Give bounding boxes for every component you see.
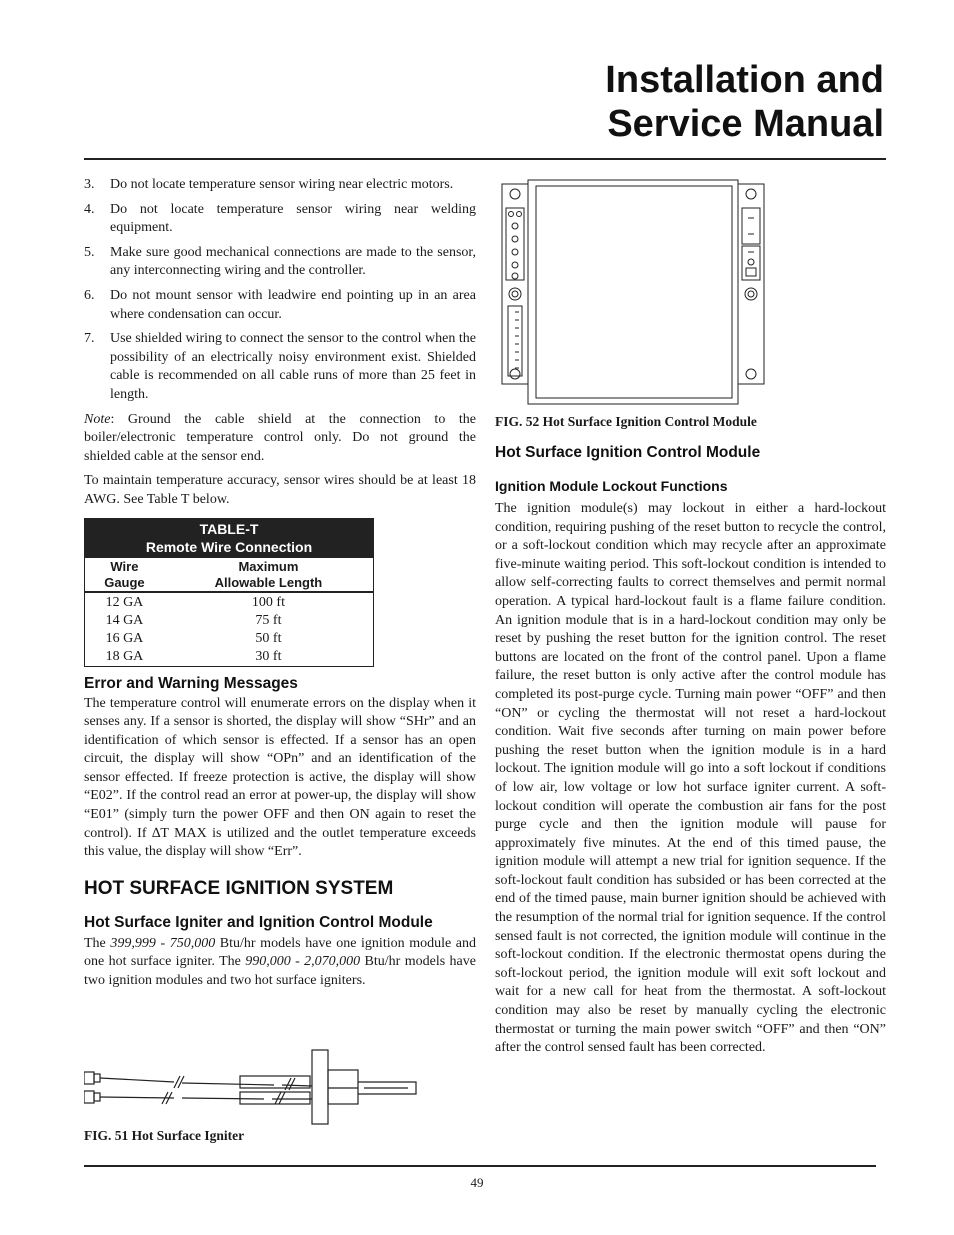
table-row: 12 GA 100 ft (105, 594, 285, 610)
title-line-2: Service Manual (607, 103, 884, 145)
footer-rule (84, 1165, 876, 1167)
error-heading: Error and Warning Messages (84, 674, 298, 692)
header-rule (84, 158, 886, 160)
note-text: : Ground the cable shield at the connection to the boiler/electronic temperature control only. Do not ground the shielded cable at the sensor end. (84, 411, 476, 464)
control-module-drawing (500, 178, 768, 410)
table-t (84, 518, 374, 667)
hot-surface-igniter-figure (84, 1048, 424, 1133)
title-line-1: Installation and (605, 59, 884, 101)
lockout-paragraph: The ignition module(s) may lockout in either a hard-lockout condition, requiring pushing of the reset button to recycle the control, or a soft-lockout condition which may recycle after an approximate five-minute waiting period. This soft-lockout condition is intended to allow self-correcting faults to correct themselves and permit normal operation. A typical hard-lockout fault is a flame failure condition. An ignition module that is in a hard-lockout condition may only be reset by pushing the reset button for the ignition control. The reset buttons are located on the front of the control panel. Upon a flame failure, the reset button is only active after the control module has completed its post-purge cycle. Turning main power “OFF” and then “ON” or cycling the thermostat will not reset a hard-lockout condition. Wait five seconds after turning on main power before pushing the reset button when the ignition module is in a hard lockout. The ignition module will go into a soft lockout if conditions of low air, low voltage or low hot surface igniter current. A soft-lockout condition will operate the combustion air fans for the post purge cycle and then the ignition module will pause for approximately five minutes. At the end of this timed pause, the ignition module will attempt a new trial for ignition sequence. If the soft-lockout fault condition has subsided or has been corrected at the end of the timed pause, main burner ignition should be achieved with the resumption of the normal trial for ignition sequence. If the control sensed fault is not corrected, the ignition module will continue in the soft-lockout condition. If the electronic thermostat opens during the soft-lockout period, the ignition module will exit soft lockout and wait for a new call for heat from the thermostat. A soft-lockout condition may also be reset by manually cycling the electronic thermostat or turning the main power switch “OFF” and then “ON” after the control sensed fault has been corrected. (495, 501, 886, 1056)
table-row: 16 GA 50 ft (105, 630, 282, 646)
control-module-heading: Hot Surface Ignition Control Module (495, 444, 761, 461)
table-title: TABLE-T Remote Wire Connection (85, 518, 374, 558)
page-title (384, 58, 884, 146)
error-paragraph: The temperature control will enumerate errors on the display when it senses any. If a sensor is shorted, the display will show “SHr” and an identification of which sensor is effected. If a sensor has an open circuit, the display will show “OPn” and an identification of the sensor effected. If freeze protection is active, the display will show “E02”. If the control read an error at power-up, the display will show “E01” (simply turn the power OFF and then ON again to reset the control). If ∆T MAX is utilized and the outlet temperature exceeds this value, the display will show “Err”. (84, 695, 476, 860)
accuracy-paragraph: To maintain temperature accuracy, sensor wires should be at least 18 AWG. See Table T below. (84, 473, 476, 507)
ignition-control-module-figure (500, 178, 768, 415)
table-row: 14 GA 75 ft (105, 612, 282, 628)
list-item: 5. Make sure good mechanical connections are made to the sensor, any interconnecting wiring and the controller. (84, 244, 476, 279)
page-number: 49 (470, 1175, 484, 1190)
list-item: 3. Do not locate temperature sensor wiring near electric motors. (84, 177, 454, 192)
shield-note (84, 411, 476, 467)
col-header-max-length: Maximum Allowable Length (164, 558, 374, 592)
list-item: 7. Use shielded wiring to connect the sensor to the control when the possibility of an electrically noisy environment exist. Shielded cable is recommended on all cable runs of more than 25 feet in length. (84, 331, 476, 402)
igniter-drawing (84, 1048, 424, 1128)
igniter-paragraph: The 399,999 - 750,000 Btu/hr models have one ignition module and one hot surface igniter. The 990,000 - 2,070,000 Btu/hr models have two ignition modules and two hot surface igniters. (84, 935, 476, 989)
note-label: Note (84, 411, 111, 427)
lockout-functions-heading: Ignition Module Lockout Functions (495, 478, 728, 494)
right-column (495, 444, 886, 1058)
list-item: 4. Do not locate temperature sensor wiring near welding equipment. (84, 201, 476, 236)
list-item: 6. Do not mount sensor with leadwire end pointing up in an area where condensation can occur. (84, 287, 476, 322)
table-row: 18 GA 30 ft (105, 648, 282, 664)
igniter-module-heading: Hot Surface Igniter and Ignition Control Module (84, 913, 433, 931)
fig51-caption: FIG. 51 Hot Surface Igniter (84, 1128, 245, 1143)
left-column (84, 176, 476, 991)
fig52-caption: FIG. 52 Hot Surface Ignition Control Module (495, 414, 757, 429)
hsi-system-heading: HOT SURFACE IGNITION SYSTEM (84, 877, 394, 899)
col-header-wire-gauge: Wire Gauge (85, 558, 164, 592)
sensor-wiring-steps (84, 176, 476, 405)
